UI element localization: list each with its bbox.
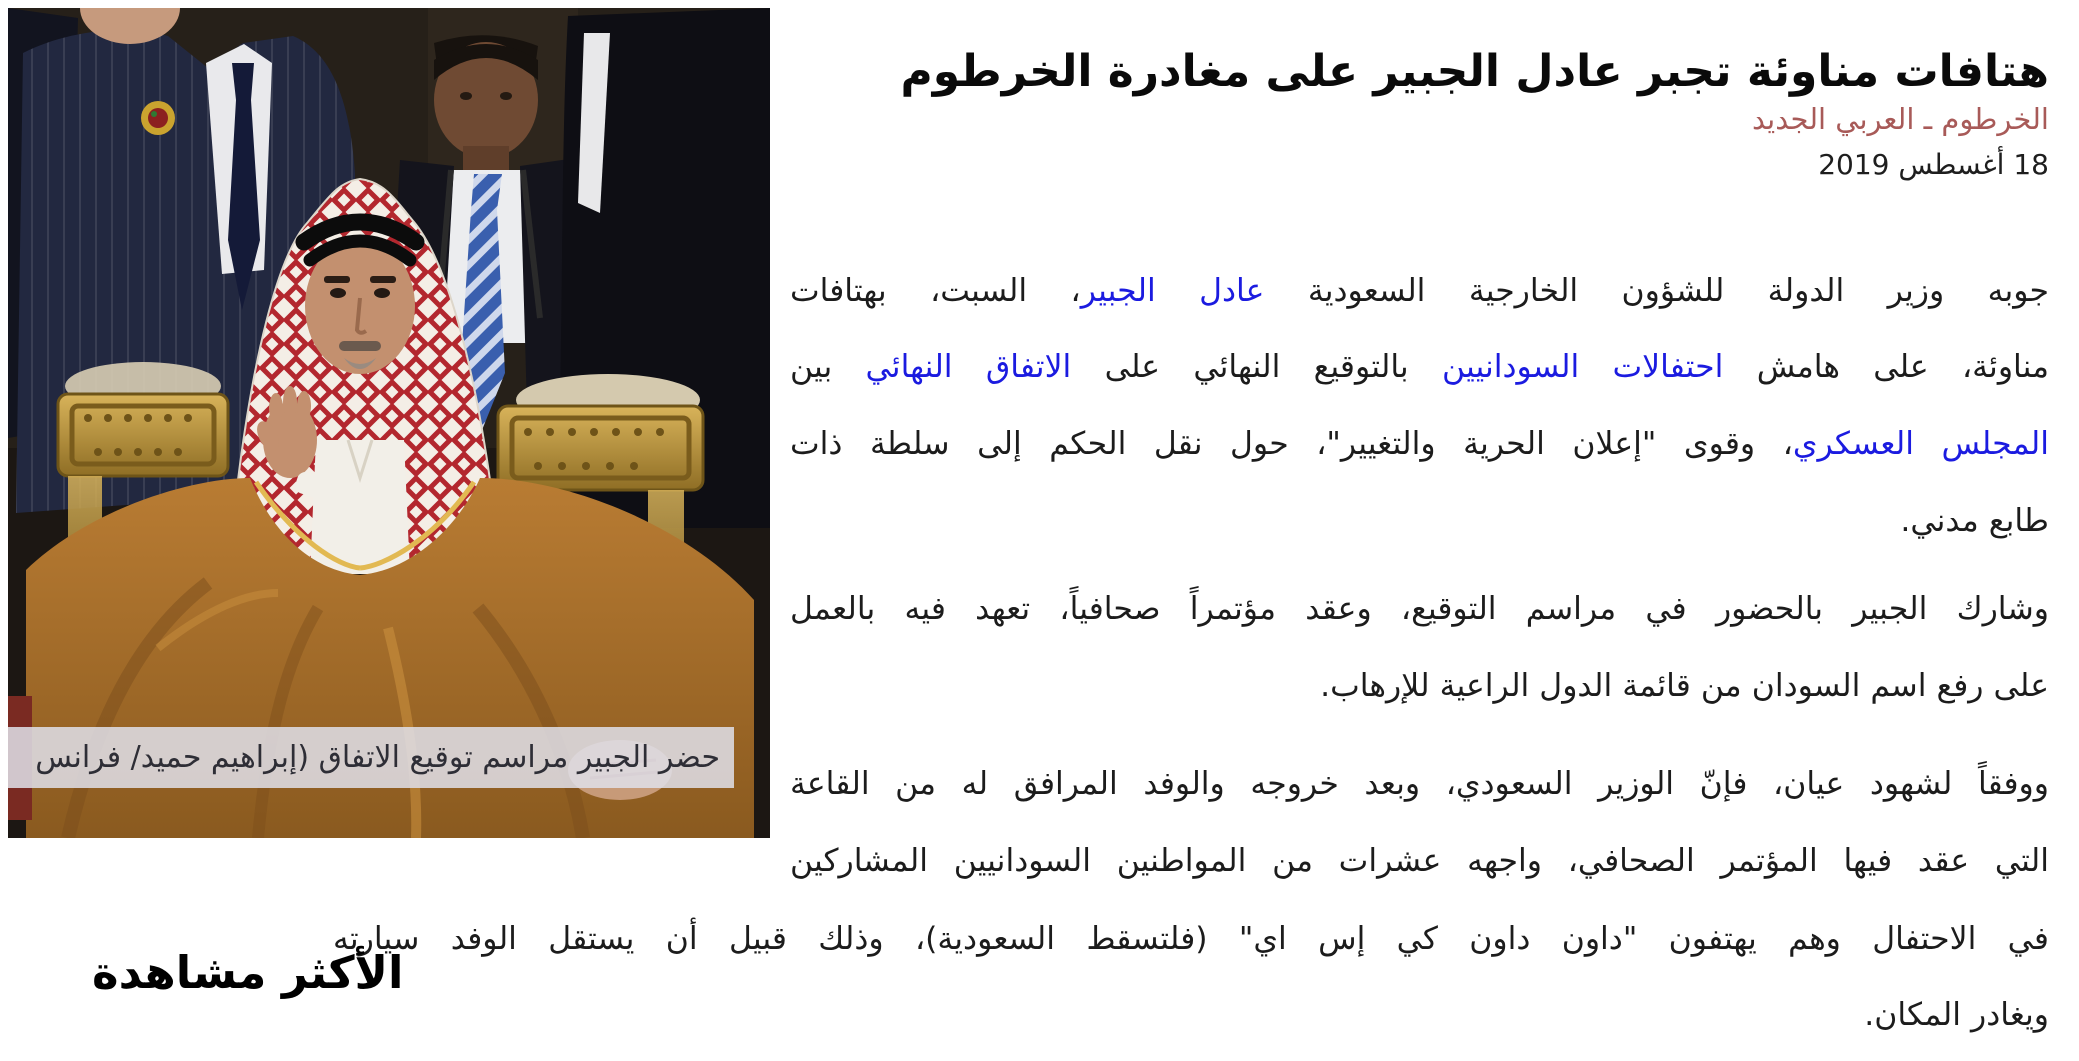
text-segment: التي عقد فيها المؤتمر الصحافي، واجهه عشرات من المواطنين السودانيين المشاركين [790,843,2049,879]
text-segment: وشارك الجبير بالحضور في مراسم التوقيع، وعقد مؤتمراً صحافياً، تعهد فيه بالعمل [790,591,2049,627]
body-line [790,578,2049,640]
text-segment: مناوئة، على هامش [1723,349,2050,385]
article-photo [8,8,770,838]
body-line [333,984,2049,1046]
text-segment: في الاحتفال وهم يهتفون "داون داون كي إس اي" (فلتسقط السعودية)، وذلك قبيل أن يستقل الوفد سيارته [333,921,2049,957]
text-segment: جوبه وزير الدولة للشؤون الخارجية السعودية [1264,273,2049,309]
text-segment: ، وقوى "إعلان الحرية والتغيير"، حول نقل الحكم إلى سلطة ذات [790,426,1793,462]
body-line [790,260,2049,322]
article-title: هتافات مناوئة تجبر عادل الجبير على مغادرة الخرطوم [900,46,2049,98]
photo-illustration [8,8,770,838]
text-segment: ويغادر المكان. [1864,997,2049,1033]
article-link[interactable]: المجلس العسكري [1792,426,2050,462]
article-link[interactable]: عادل الجبير [1080,273,1265,309]
body-line [790,655,2049,717]
body-line [790,830,2049,892]
most-viewed-heading: الأكثر مشاهدة [92,946,404,999]
article-link[interactable]: احتفالات السودانيين [1441,349,1724,385]
text-segment: على رفع اسم السودان من قائمة الدول الراعية للإرهاب. [1320,668,2049,704]
text-segment: بين [790,349,866,385]
body-line [333,908,2049,970]
body-line [790,336,2049,398]
text-segment: ووفقاً لشهود عيان، فإنّ الوزير السعودي، وبعد خروجه والوفد المرافق له من القاعة [790,766,2049,802]
body-line [790,490,2049,552]
text-segment: ، السبت، بهتافات [790,273,1081,309]
article-date: 18 أغسطس 2019 [1818,148,2049,181]
article-link[interactable]: الاتفاق النهائي [865,349,1072,385]
body-line [790,413,2049,475]
article-byline[interactable]: الخرطوم ـ العربي الجديد [1751,102,2049,136]
body-line [790,753,2049,815]
text-segment: بالتوقيع النهائي على [1071,349,1442,385]
photo-caption: حضر الجبير مراسم توقيع الاتفاق (إبراهيم حميد/ فرانس [8,727,734,788]
text-segment: طابع مدني. [1900,503,2049,539]
